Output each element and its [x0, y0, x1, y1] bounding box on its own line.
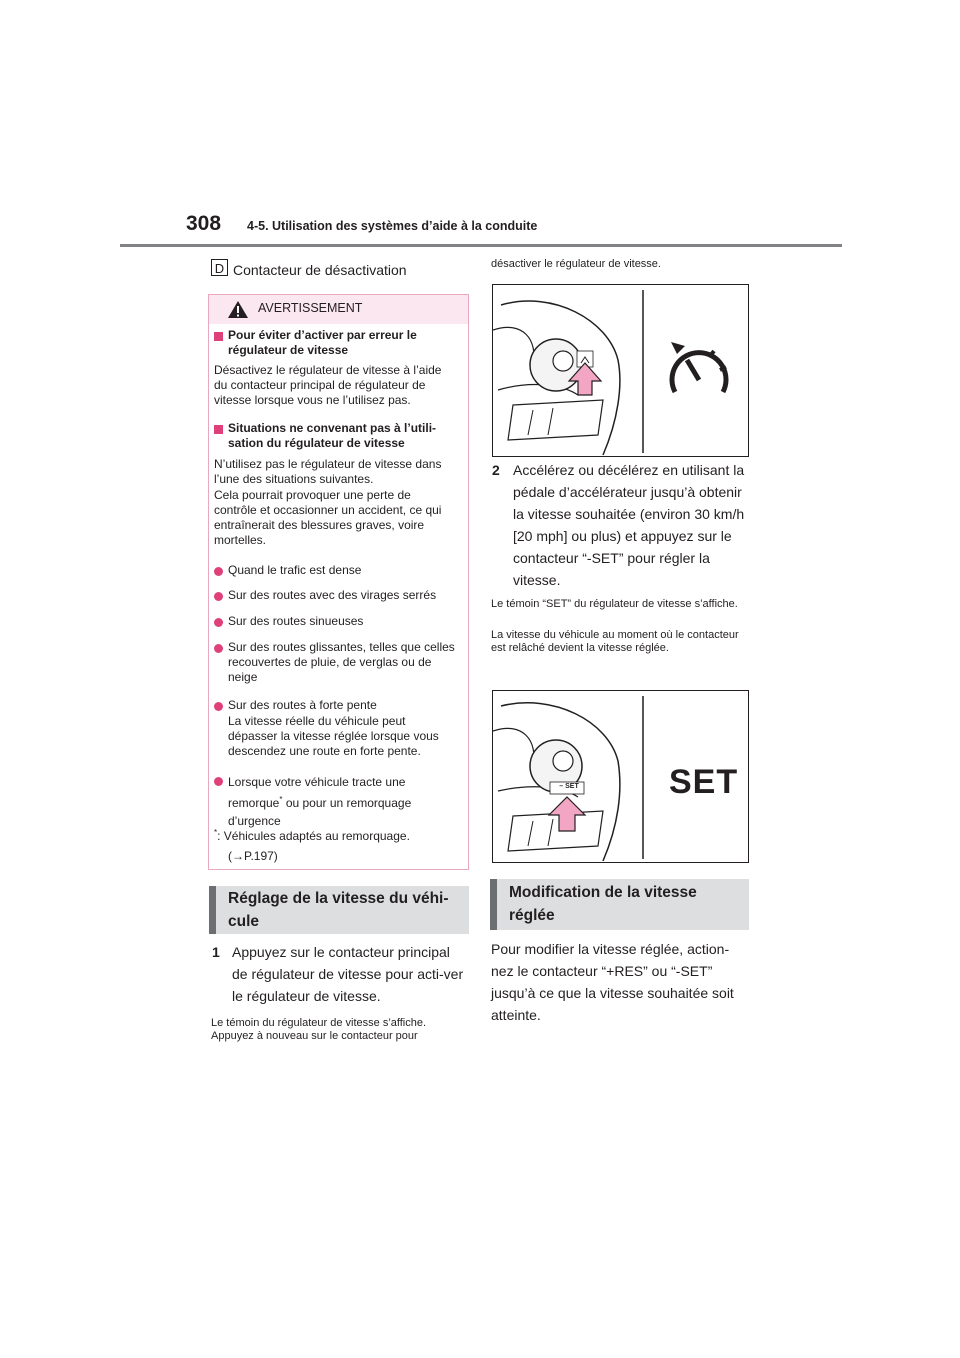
modify-speed-text: Pour modifier la vitesse réglée, action-nez le contacteur “+RES” ou “-SET” jusqu’à ce que la vitesse souhaitée soit atteinte. — [491, 941, 734, 1023]
continued-text: désactiver le régulateur de vitesse. — [491, 258, 661, 270]
header-divider — [120, 244, 842, 247]
step-1-note: Le témoin du régulateur de vitesse s’affiche. Appuyez à nouveau sur le contacteur pour — [211, 1017, 427, 1042]
figure-set-switch — [492, 690, 749, 863]
section-heading-speed-setting — [209, 886, 469, 934]
cruise-indicator-icon — [665, 340, 735, 400]
warning-bullet-3: Sur des routes sinueuses — [228, 614, 364, 628]
round-bullet-icon — [214, 777, 223, 786]
round-bullet-icon — [214, 567, 223, 576]
item-d-text: Contacteur de désactivation — [233, 262, 407, 278]
footnote-asterisk: * — [214, 828, 218, 837]
footnote-text: : Véhicules adaptés au remorquage. — [217, 829, 410, 843]
step-1-text: Appuyez sur le contacteur principal de régulateur de vitesse pour acti-ver le régulateur de vitesse. — [232, 944, 464, 1004]
chapter-title: 4-5. Utilisation des systèmes d’aide à la conduite — [247, 219, 538, 233]
step-2-text: Accélérez ou décélérez en utilisant la pédale d’accélérateur jusqu’à obtenir la vitesse souhaitée (environ 30 km/h [20 mph] ou plus) et appuyez sur le contacteur “-SET” pour régler la vitesse. — [513, 462, 745, 588]
round-bullet-icon — [214, 702, 223, 711]
footnote — [214, 828, 410, 843]
warning-paragraph-1: Désactivez le régulateur de vitesse à l’aide du contacteur principal de régulateur de vitesse lorsque vous ne l’utilisez pas. — [214, 363, 442, 407]
warning-paragraph-2b: Cela pourrait provoquer une perte de contrôle et occasionner un accident, ce qui entraînerait des blessures graves, voire mortelles. — [214, 488, 442, 547]
footnote-reference: (→P.197) — [228, 849, 278, 863]
square-bullet-icon — [214, 425, 223, 434]
step-2-note-1: Le témoin “SET” du régulateur de vitesse s’affiche. — [491, 598, 738, 610]
warning-triangle-icon — [227, 300, 249, 319]
round-bullet-icon — [214, 592, 223, 601]
section-heading-text: Réglage de la vitesse du véhi-cule — [228, 890, 449, 930]
page-number: 308 — [186, 212, 222, 235]
warning-bullet-5a: Sur des routes à forte pente — [228, 698, 377, 712]
section-heading-text: Modification de la vitesse réglée — [509, 884, 697, 924]
round-bullet-icon — [214, 644, 223, 653]
round-bullet-icon — [214, 618, 223, 627]
square-bullet-icon — [214, 332, 223, 341]
set-button-label: – SET — [559, 783, 579, 790]
warning-paragraph-2a: N’utilisez pas le régulateur de vitesse dans l’une des situations suivantes. — [214, 457, 442, 486]
warning-bullet-6b: ou pour un remorquage d’urgence — [228, 796, 412, 828]
warning-bullet-1: Quand le trafic est dense — [228, 563, 362, 577]
warning-bullet-2: Sur des routes avec des virages serrés — [228, 588, 437, 602]
warning-bullet-6a: Lorsque votre véhicule tracte une remorque — [228, 775, 406, 810]
warning-bullet-6 — [228, 773, 458, 830]
step-2-number: 2 — [492, 462, 500, 478]
step-2-note-2: La vitesse du véhicule au moment où le contacteur est relâché devient la vitesse réglée. — [491, 629, 739, 654]
warning-heading-2: Situations ne convenant pas à l’utili-sation du régulateur de vitesse — [228, 421, 437, 450]
set-display-text: SET — [669, 763, 739, 801]
footnote-mark: * — [279, 795, 283, 804]
item-label-d: D — [211, 259, 228, 276]
section-heading-modify-speed — [490, 879, 749, 930]
warning-heading-1: Pour éviter d’activer par erreur le régulateur de vitesse — [228, 328, 417, 357]
warning-bullet-5b: La vitesse réelle du véhicule peut dépasser la vitesse réglée lorsque vous descendez une route en forte pente. — [228, 714, 439, 758]
warning-title: AVERTISSEMENT — [258, 301, 363, 315]
figure-off-switch — [492, 284, 749, 457]
warning-bullet-4: Sur des routes glissantes, telles que celles recouvertes de pluie, de verglas ou de neige — [228, 640, 455, 684]
step-1-number: 1 — [212, 944, 220, 960]
